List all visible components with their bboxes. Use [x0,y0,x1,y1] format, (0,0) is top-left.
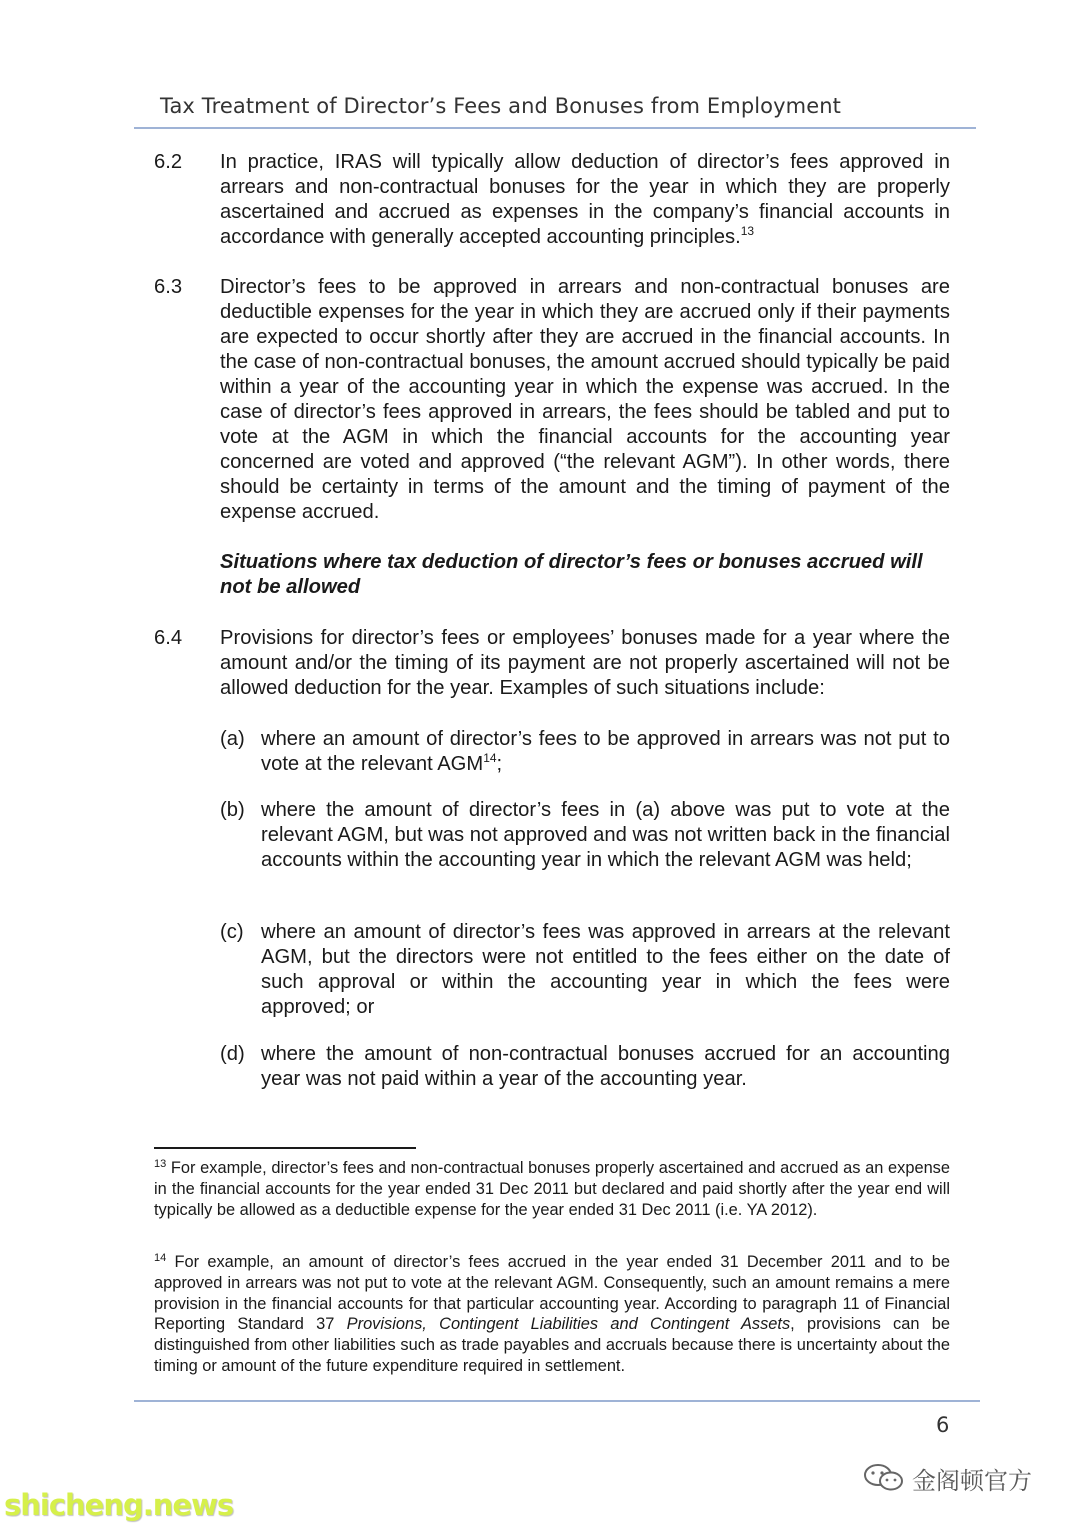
list-item-a [220,727,950,777]
footnote-ref-14[interactable]: 14 [483,751,497,765]
list-item-text: where the amount of director’s fees in (a) above was put to vote at the relevant AGM, but was not approved and was not written back in the financial accounts within the accounting year in which the relevant AGM was held; [261,799,951,871]
footer-rule [134,1400,980,1402]
list-item-c [220,920,950,1020]
list-item-b [220,798,950,873]
site-watermark: shicheng.news [4,1488,234,1522]
list-item-label: (a) [220,728,245,750]
footnote-13: $^{13}$ For example, director’s fees and non-contractual bonuses properly ascertained and accrued as an expense in the financial accounts for the year ended 31 Dec 2011 but declared and paid shortly after the year end will typically be allowed as a deductible expense for the year ended 31 Dec 2011 (i.e. YA 2012). [154,1158,950,1219]
running-header-title: Tax Treatment of Director’s Fees and Bonuses from Employment [160,94,841,118]
footnote-number: 13 [154,1158,167,1170]
page-number: 6 [936,1413,950,1437]
list-item-text: where the amount of non-contractual bonuses accrued for an accounting year was not paid within a year of the accounting year. [261,1043,950,1090]
paragraph-number: 6.4 [154,627,183,649]
list-item-label: (c) [220,921,244,943]
paragraph-6-3 [154,275,950,525]
standard-title: Provisions, Contingent Liabilities and Contingent Assets [346,1315,791,1334]
paragraph-text: Provisions for director’s fees or employees’ bonuses made for a year where the amount and/or the timing of its payment are not properly ascertained will not be allowed deduction for the year. Examples of such situations include: [220,627,950,699]
paragraph-6-2 [154,150,950,250]
list-item-label: (d) [220,1043,245,1065]
list-item-text: where an amount of director’s fees to be approved in arrears was not put to vote at the relevant AGM$^{14}$; [261,728,950,775]
wechat-icon [862,1462,906,1494]
section-subheading: Situations where tax deduction of director’s fees or bonuses accrued will not be allowed [220,551,923,598]
paragraph-6-4 [154,626,950,701]
account-name: 金阁顿官方 [912,1467,1032,1495]
account-watermark [862,1458,1032,1498]
footnote-number: 14 [154,1252,167,1264]
footnote-14: $^{14}$ For example, an amount of director’s fees accrued in the year ended 31 December 2011 and to be approved in arrears was not put to vote at the relevant AGM. Consequently, such an amount remains a mere provision in the financial accounts for that particular accounting year. According to paragraph 11 of Financial Reporting Standard 37 Provisions, Contingent Liabilities and Contingent Assets, provisions can be distinguished from other liabilities such as trade payables and accruals because there is uncertainty about the timing or amount of the future expenditure required in settlement. [154,1252,950,1375]
footnote-ref-13[interactable]: 13 [740,224,755,238]
list-item-text: where an amount of director’s fees was approved in arrears at the relevant AGM, but the directors were not entitled to the fees either on the date of such approval or within the accounting year in which the fees were approved; or [261,921,950,1018]
footnote-separator [154,1147,416,1149]
paragraph-text: In practice, IRAS will typically allow deduction of director’s fees approved in arrears and non-contractual bonuses for the year in which they are properly ascertained and accrued as expenses in the company’s financial accounts in accordance with generally accepted accounting principles.$^{13}$ [220,151,950,248]
list-item-label: (b) [220,799,245,821]
paragraph-text: Director’s fees to be approved in arrears and non-contractual bonuses are deductible expenses for the year in which they are accrued only if their payments are expected to occur shortly after they are accrued in the financial accounts. In the case of non-contractual bonuses, the amount accrued should typically be paid within a year of the accounting year in which the expense was accrued. In the case of director’s fees approved in arrears, the fees should be tabled and put to vote at the AGM in which the financial accounts for the accounting year concerned are voted and approved (“the relevant AGM”). In other words, there should be certainty in terms of the amount and the timing of payment of the expense accrued. [220,276,950,523]
paragraph-number: 6.3 [154,276,183,298]
list-item-d [220,1042,950,1092]
paragraph-number: 6.2 [154,151,183,173]
header-rule [134,127,976,129]
